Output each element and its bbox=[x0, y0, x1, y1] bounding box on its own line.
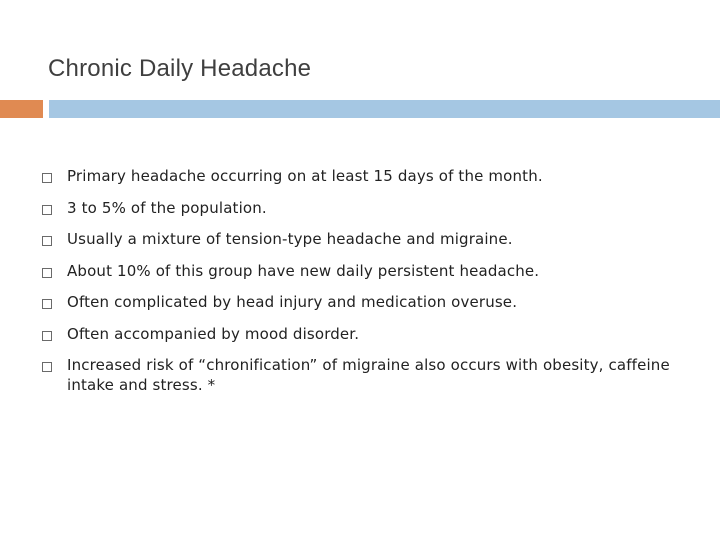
bullet-item bbox=[42, 229, 682, 249]
bullet-text: Primary headache occurring on at least 15 days of the month. bbox=[67, 167, 543, 185]
bullet-list bbox=[42, 166, 682, 395]
bullet-text: 3 to 5% of the population. bbox=[67, 198, 267, 217]
square-bullet-icon bbox=[42, 268, 52, 278]
square-bullet-icon bbox=[42, 331, 52, 341]
title-rule-bar bbox=[49, 100, 720, 118]
square-bullet-icon bbox=[42, 173, 52, 183]
bullet-text: Usually a mixture of tension-type headache and migraine. bbox=[67, 230, 513, 248]
bullet-text: Often complicated by head injury and medication overuse. bbox=[67, 293, 518, 311]
bullet-item bbox=[42, 198, 682, 218]
bullet-text: Increased risk of “chronification” of migraine also occurs with obesity, caffeine intake and stress. * bbox=[67, 356, 670, 394]
square-bullet-icon bbox=[42, 299, 52, 309]
square-bullet-icon bbox=[42, 236, 52, 246]
bullet-item bbox=[42, 324, 682, 344]
slide-title: Chronic Daily Headache bbox=[48, 55, 312, 82]
bullet-item bbox=[42, 261, 682, 281]
bullet-item bbox=[42, 166, 682, 186]
square-bullet-icon bbox=[42, 205, 52, 215]
square-bullet-icon bbox=[42, 362, 52, 372]
bullet-item bbox=[42, 355, 682, 395]
accent-bar bbox=[0, 100, 43, 118]
bullet-text: About 10% of this group have new daily persistent headache. bbox=[67, 261, 540, 280]
bullet-item bbox=[42, 292, 682, 312]
bullet-text: Often accompanied by mood disorder. bbox=[67, 324, 360, 343]
